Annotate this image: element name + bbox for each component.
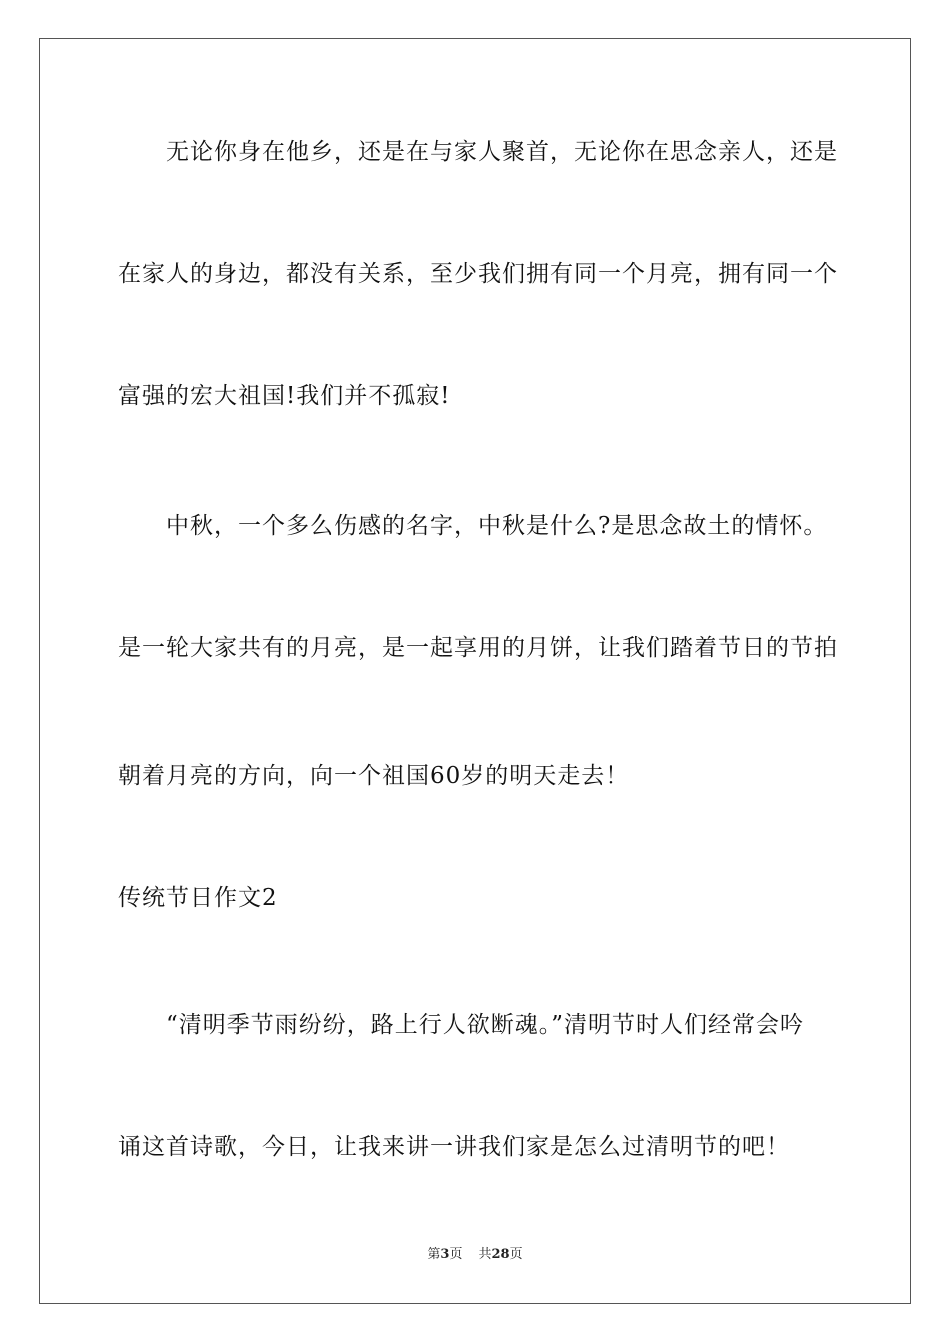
footer-page-suffix: 页 (449, 1247, 463, 1262)
paragraph-3-line-2: 诵这首诗歌，今日，让我来讲一讲我们家是怎么过清明节的吧！ (118, 1134, 790, 1160)
footer-page-number: 3 (440, 1247, 450, 1262)
page-footer (0, 1246, 950, 1264)
paragraph-2-line-1: 中秋，一个多么伤感的名字，中秋是什么?是思念故土的情怀。 (166, 513, 828, 539)
footer-total-prefix: 共 (478, 1247, 492, 1262)
paragraph-1-line-1: 无论你身在他乡，还是在与家人聚首，无论你在思念亲人，还是 (166, 139, 838, 165)
footer-total-suffix: 页 (509, 1247, 523, 1262)
paragraph-2-line-2: 是一轮大家共有的月亮，是一起享用的月饼，让我们踏着节日的节拍 (118, 635, 838, 661)
paragraph-2-line-3: 朝着月亮的方向，向一个祖国60岁的明天走去！ (118, 763, 630, 789)
footer-page-prefix: 第 (427, 1247, 441, 1262)
paragraph-3-line-1: “清明季节雨纷纷，路上行人欲断魂。”清明节时人们经常会吟 (166, 1012, 805, 1038)
paragraph-1-line-3: 富强的宏大祖国!我们并不孤寂! (118, 383, 451, 409)
footer-total-pages: 28 (491, 1247, 510, 1262)
page-frame (39, 38, 911, 1304)
paragraph-1-line-2: 在家人的身边，都没有关系，至少我们拥有同一个月亮，拥有同一个 (118, 261, 838, 287)
section-heading: 传统节日作文2 (118, 885, 278, 911)
